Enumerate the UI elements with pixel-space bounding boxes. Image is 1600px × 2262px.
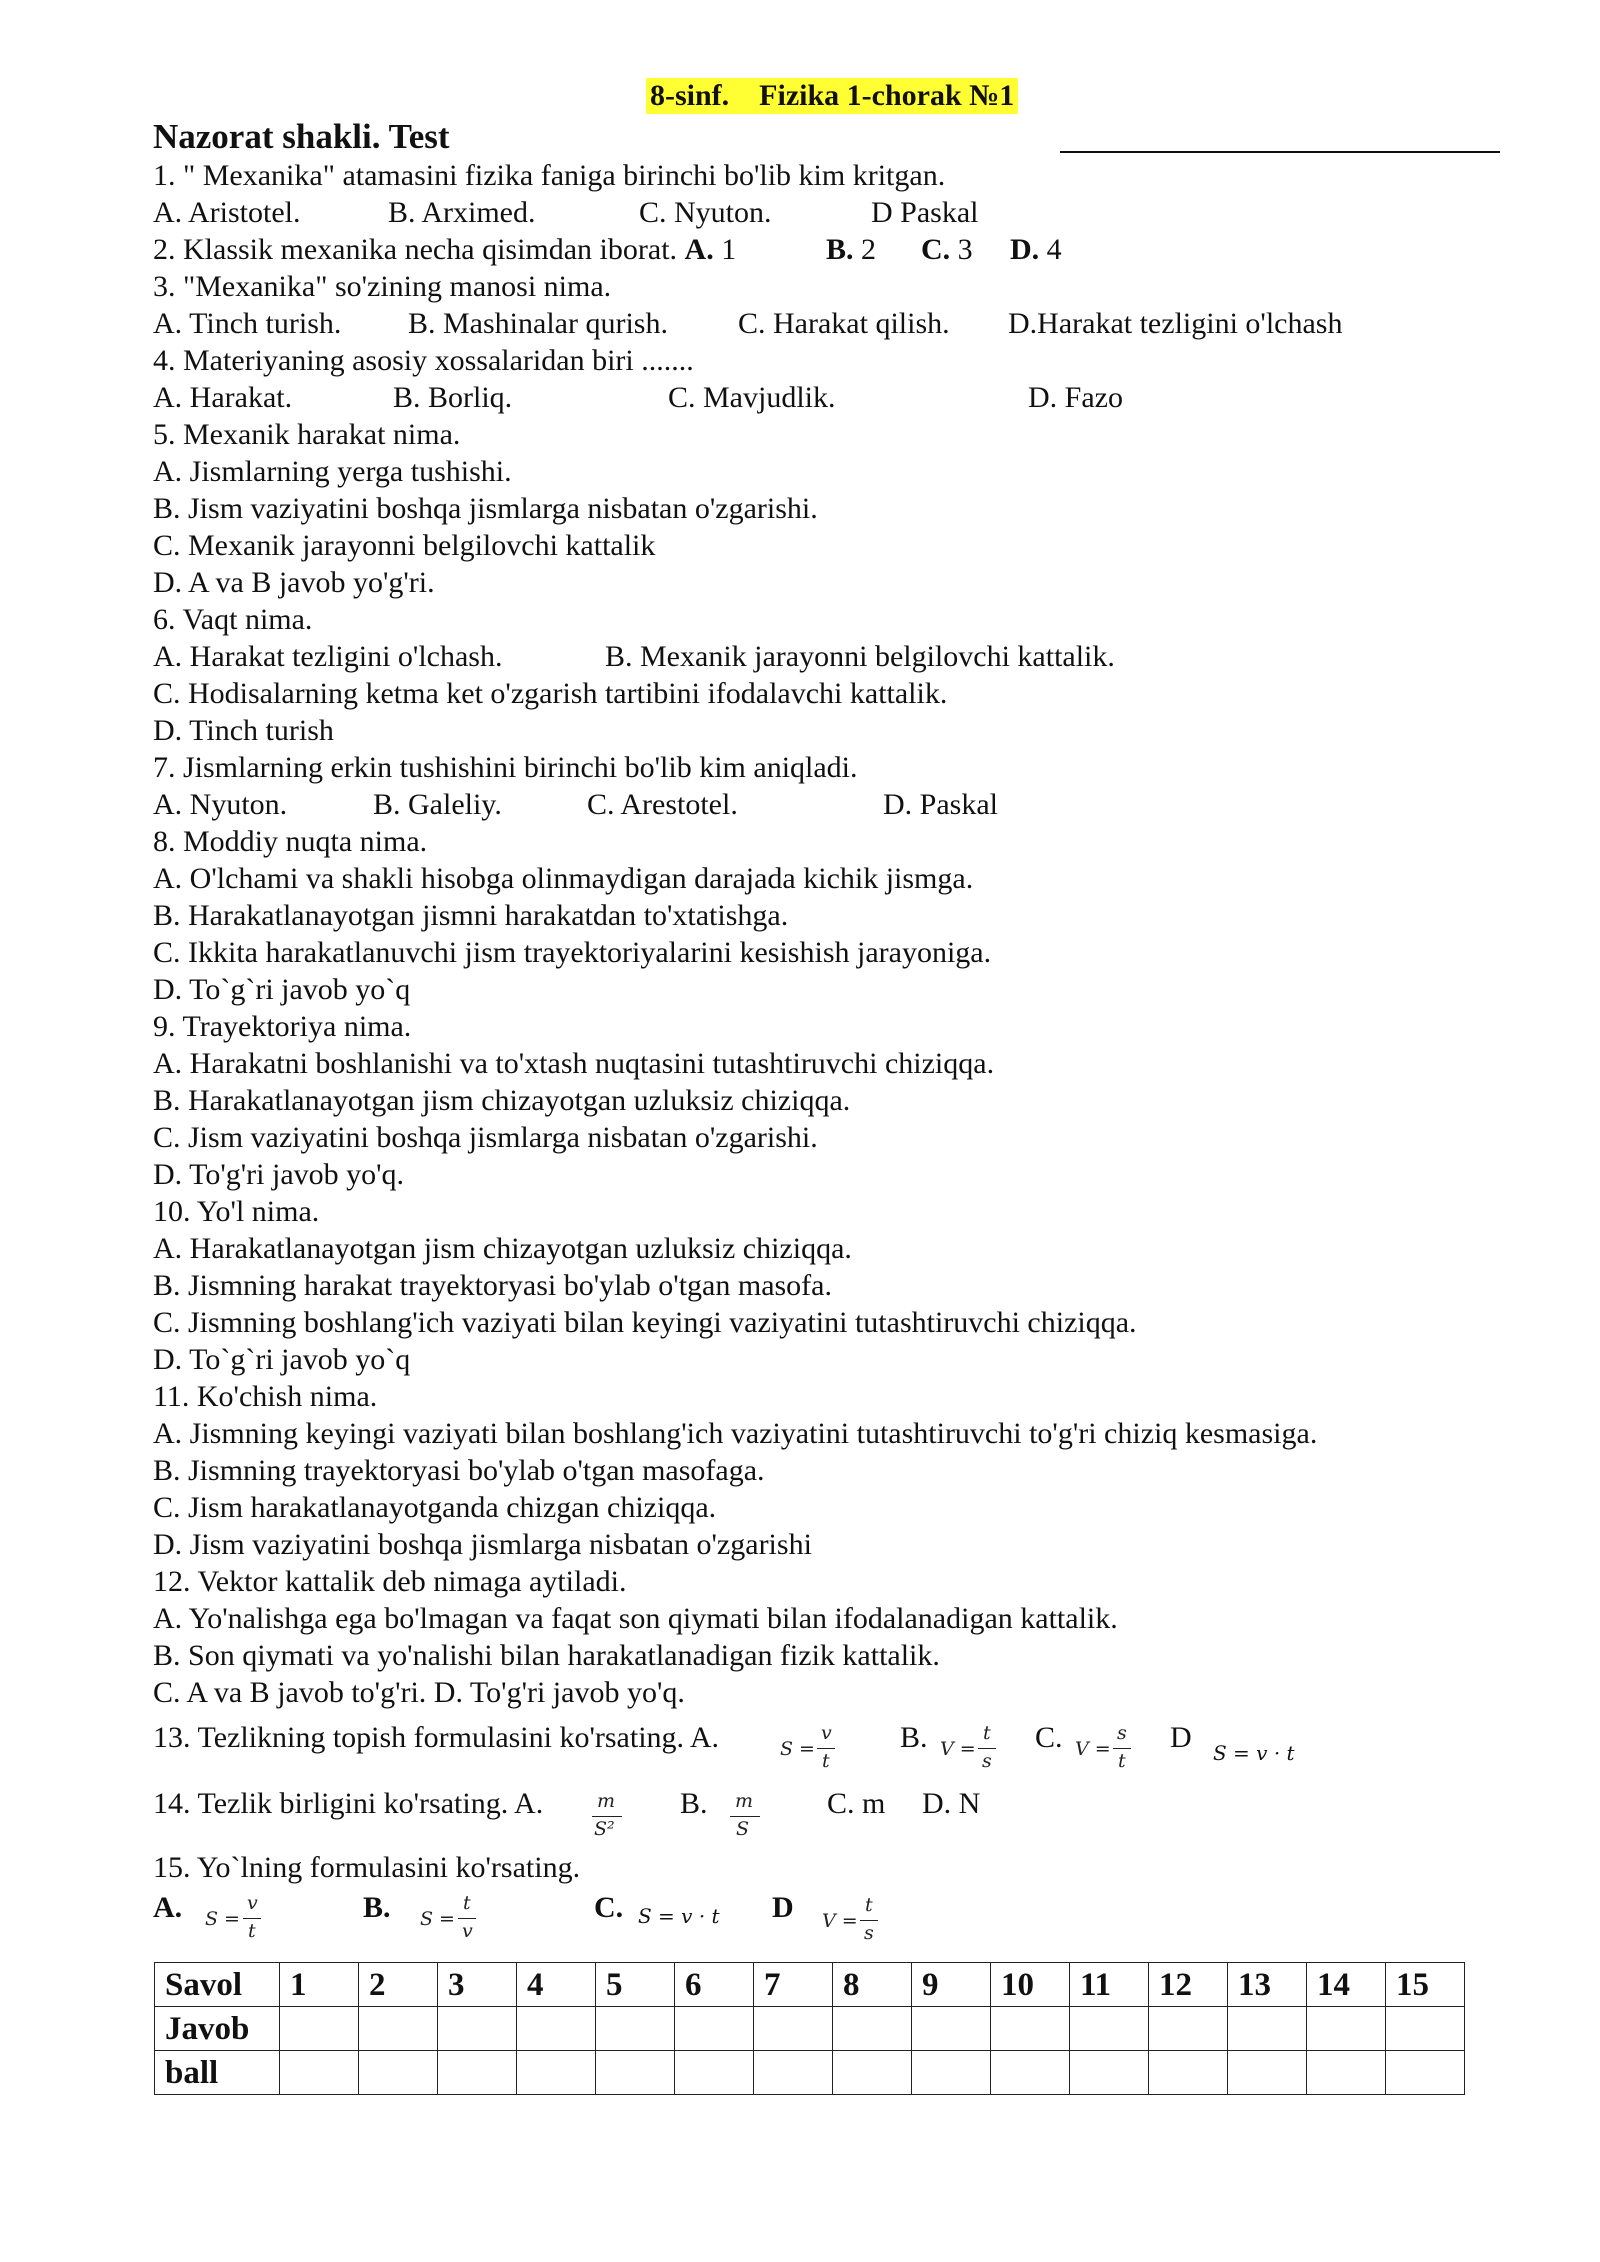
question-10: 10. Yo'l nima. [153, 1195, 320, 1228]
q13-formula-c-lhs: V = [1075, 1738, 1111, 1760]
answer-cell[interactable] [1149, 2007, 1228, 2051]
q8-option-c: C. Ikkita harakatlanuvchi jism trayektoriyalarini kesishish jarayoniga. [153, 936, 992, 969]
q15-formula-d-num: t [865, 1894, 873, 1916]
q15-formula-a-den: t [248, 1920, 256, 1942]
q2-option-a-value: 1 [713, 233, 737, 266]
fraction-bar [458, 1918, 476, 1919]
control-form-heading: Nazorat shakli. Test [153, 117, 450, 156]
answer-cell[interactable] [1070, 2007, 1149, 2051]
question-number-cell: 9 [912, 1963, 991, 2007]
q12-option-c-d: C. A va B javob to'g'ri. D. To'g'ri javob yo'q. [153, 1676, 685, 1709]
fraction-bar [817, 1748, 835, 1749]
q2-option-b-key: B. [826, 233, 854, 266]
table-row-savol [155, 1963, 1465, 2007]
answer-cell[interactable] [280, 2007, 359, 2051]
question-number-cell: 14 [1307, 1963, 1386, 2007]
q6-option-a: A. Harakat tezligini o'lchash. [153, 640, 503, 673]
q2-option-a-key: A. [684, 233, 714, 266]
q7-option-d: D. Paskal [883, 788, 998, 821]
q11-option-c: C. Jism harakatlanayotganda chizgan chiziqqa. [153, 1491, 717, 1524]
fraction-bar [730, 1816, 760, 1817]
q13-formula-b-lhs: V = [940, 1738, 976, 1760]
score-cell[interactable] [517, 2051, 596, 2095]
answer-cell[interactable] [1228, 2007, 1307, 2051]
question-4: 4. Materiyaning asosiy xossalaridan biri ....... [153, 344, 694, 377]
q6-option-b: B. Mexanik jarayonni belgilovchi kattalik. [605, 640, 1115, 673]
q14-formula-a [592, 1790, 628, 1848]
question-number-cell: 1 [280, 1963, 359, 2007]
q13-formula-b-num: t [983, 1722, 991, 1744]
question-number-cell: 8 [833, 1963, 912, 2007]
row-label-javob: Javob [155, 2007, 280, 2051]
answer-cell[interactable] [1386, 2007, 1465, 2051]
table-row-ball [155, 2051, 1465, 2095]
question-number-cell: 15 [1386, 1963, 1465, 2007]
score-cell[interactable] [991, 2051, 1070, 2095]
question-12: 12. Vektor kattalik deb nimaga aytiladi. [153, 1565, 627, 1598]
question-number-cell: 11 [1070, 1963, 1149, 2007]
table-row-javob [155, 2007, 1465, 2051]
q13-formula-c [1075, 1722, 1135, 1776]
q15-formula-a-num: v [247, 1892, 258, 1914]
q6-option-c: C. Hodisalarning ketma ket o'zgarish tartibini ifodalavchi kattalik. [153, 677, 948, 710]
score-cell[interactable] [280, 2051, 359, 2095]
answer-cell[interactable] [675, 2007, 754, 2051]
q15-label-d: D [772, 1891, 794, 1924]
question-number-cell: 13 [1228, 1963, 1307, 2007]
question-8: 8. Moddiy nuqta nima. [153, 825, 428, 858]
answer-cell[interactable] [991, 2007, 1070, 2051]
q15-formula-d-lhs: V = [822, 1910, 858, 1932]
answer-cell[interactable] [596, 2007, 675, 2051]
q13-formula-a [780, 1722, 840, 1776]
fraction-bar [978, 1748, 996, 1749]
q9-option-a: A. Harakatni boshlanishi va to'xtash nuqtasini tutashtiruvchi chiziqqa. [153, 1047, 995, 1080]
score-cell[interactable] [1149, 2051, 1228, 2095]
q2-option-b [826, 232, 876, 268]
page-title: 8-sinf. Fizika 1-chorak №1 [646, 78, 1018, 114]
answer-cell[interactable] [438, 2007, 517, 2051]
q13-label-d: D [1170, 1721, 1192, 1754]
q1-option-d: D Paskal [871, 196, 979, 229]
question-7: 7. Jismlarning erkin tushishini birinchi bo'lib kim aniqladi. [153, 751, 858, 784]
score-cell[interactable] [675, 2051, 754, 2095]
q2-option-c-key: C. [921, 233, 951, 266]
q2-option-c [921, 232, 973, 268]
q5-option-c: C. Mexanik jarayonni belgilovchi kattalik [153, 529, 656, 562]
q1-option-c: C. Nyuton. [639, 196, 772, 229]
q2-option-d-key: D. [1010, 233, 1040, 266]
q13-formula-b [940, 1722, 1000, 1776]
q15-formula-b-den: v [462, 1920, 473, 1942]
answer-cell[interactable] [833, 2007, 912, 2051]
answer-cell[interactable] [359, 2007, 438, 2051]
q4-option-b: B. Borliq. [393, 381, 513, 414]
question-1: 1. " Mexanika" atamasini fizika faniga birinchi bo'lib kim kritgan. [153, 159, 946, 192]
q11-option-b: B. Jismning trayektoryasi bo'ylab o'tgan masofaga. [153, 1454, 765, 1487]
score-cell[interactable] [1228, 2051, 1307, 2095]
q9-option-c: C. Jism vaziyatini boshqa jismlarga nisbatan o'zgarishi. [153, 1121, 818, 1154]
q1-option-b: B. Arximed. [388, 196, 536, 229]
question-number-cell: 4 [517, 1963, 596, 2007]
question-2 [153, 232, 736, 268]
q14-label-b: B. [680, 1787, 708, 1820]
q14-label-c: C. m [827, 1787, 886, 1820]
q13-formula-c-den: t [1118, 1750, 1126, 1772]
q5-option-a: A. Jismlarning yerga tushishi. [153, 455, 512, 488]
question-13: 13. Tezlikning topish formulasini ko'rsating. A. [153, 1721, 720, 1754]
q13-formula-a-den: t [822, 1750, 830, 1772]
q15-formula-b-num: t [463, 1892, 471, 1914]
q15-formula-b-lhs: S = [420, 1908, 455, 1930]
fraction-bar [860, 1920, 878, 1921]
question-number-cell: 6 [675, 1963, 754, 2007]
question-number-cell: 2 [359, 1963, 438, 2007]
q9-option-b: B. Harakatlanayotgan jism chizayotgan uzluksiz chiziqqa. [153, 1084, 851, 1117]
q5-option-b: B. Jism vaziyatini boshqa jismlarga nisbatan o'zgarishi. [153, 492, 818, 525]
answer-table [154, 1962, 1465, 2095]
q13-label-b: B. [900, 1721, 928, 1754]
q8-option-b: B. Harakatlanayotgan jismni harakatdan to'xtatishga. [153, 899, 789, 932]
q15-label-c: C. [594, 1891, 624, 1924]
q15-formula-d [822, 1894, 882, 1948]
q15-formula-b [420, 1892, 480, 1946]
score-cell[interactable] [1386, 2051, 1465, 2095]
score-cell[interactable] [1070, 2051, 1149, 2095]
q8-option-d: D. To`g`ri javob yo`q [153, 973, 411, 1006]
q1-option-a: A. Aristotel. [153, 196, 301, 229]
fraction-bar [592, 1816, 622, 1817]
question-2-text: 2. Klassik mexanika necha qisimdan iborat. [153, 233, 678, 266]
q7-option-b: B. Galeliy. [373, 788, 502, 821]
q14-formula-a-num: m [597, 1790, 616, 1812]
question-15: 15. Yo`lning formulasini ko'rsating. [153, 1851, 581, 1884]
q15-label-a: A. [153, 1891, 183, 1924]
q3-option-c: C. Harakat qilish. [738, 307, 950, 340]
q14-formula-b-num: m [735, 1790, 754, 1812]
q11-option-d: D. Jism vaziyatini boshqa jismlarga nisbatan o'zgarishi [153, 1528, 812, 1561]
q13-formula-a-num: v [821, 1722, 832, 1744]
score-cell[interactable] [833, 2051, 912, 2095]
q2-option-b-value: 2 [853, 233, 877, 266]
q10-option-b: B. Jismning harakat trayektoryasi bo'ylab o'tgan masofa. [153, 1269, 832, 1302]
q12-option-a: A. Yo'nalishga ega bo'lmagan va faqat son qiymati bilan ifodalanadigan kattalik. [153, 1602, 1118, 1635]
score-cell[interactable] [359, 2051, 438, 2095]
question-number-cell: 5 [596, 1963, 675, 2007]
q15-formula-d-den: s [864, 1922, 874, 1944]
q10-option-c: C. Jismning boshlang'ich vaziyati bilan keyingi vaziyatini tutashtiruvchi chiziqqa. [153, 1306, 1137, 1339]
q2-option-d-value: 4 [1039, 233, 1062, 266]
q9-option-d: D. To'g'ri javob yo'q. [153, 1158, 405, 1191]
q15-formula-a [205, 1892, 265, 1946]
q6-option-d: D. Tinch turish [153, 714, 334, 747]
score-cell[interactable] [1307, 2051, 1386, 2095]
q11-option-a: A. Jismning keyingi vaziyati bilan boshlang'ich vaziyatini tutashtiruvchi to'g'ri chiziq kesmasiga. [153, 1417, 1318, 1450]
question-number-cell: 3 [438, 1963, 517, 2007]
q10-option-a: A. Harakatlanayotgan jism chizayotgan uzluksiz chiziqqa. [153, 1232, 852, 1265]
fraction-bar [243, 1918, 261, 1919]
q14-formula-a-den: S² [594, 1818, 615, 1840]
q14-formula-b-den: S [736, 1818, 750, 1840]
q12-option-b: B. Son qiymati va yo'nalishi bilan harakatlanadigan fizik kattalik. [153, 1639, 940, 1672]
question-3: 3. "Mexanika" so'zining manosi nima. [153, 270, 612, 303]
score-cell[interactable] [438, 2051, 517, 2095]
q4-option-d: D. Fazo [1028, 381, 1123, 414]
score-cell[interactable] [912, 2051, 991, 2095]
q7-option-a: A. Nyuton. [153, 788, 288, 821]
answer-cell[interactable] [912, 2007, 991, 2051]
q15-formula-c: S = v · t [638, 1904, 720, 1928]
answer-cell[interactable] [1307, 2007, 1386, 2051]
q13-label-c: C. [1035, 1721, 1063, 1754]
question-5: 5. Mexanik harakat nima. [153, 418, 461, 451]
answer-cell[interactable] [517, 2007, 596, 2051]
row-label-ball: ball [155, 2051, 280, 2095]
q15-formula-a-lhs: S = [205, 1908, 240, 1930]
q3-option-d: D.Harakat tezligini o'lchash [1008, 307, 1343, 340]
q15-label-b: B. [363, 1891, 391, 1924]
q5-option-d: D. A va B javob yo'g'ri. [153, 566, 435, 599]
q7-option-c: C. Arestotel. [587, 788, 738, 821]
question-number-cell: 7 [754, 1963, 833, 2007]
q13-formula-b-den: s [982, 1750, 992, 1772]
q14-label-d: D. N [922, 1787, 981, 1820]
answer-cell[interactable] [754, 2007, 833, 2051]
q2-option-d [1010, 232, 1062, 268]
q3-option-a: A. Tinch turish. [153, 307, 342, 340]
q8-option-a: A. O'lchami va shakli hisobga olinmaydigan darajada kichik jismga. [153, 862, 974, 895]
q10-option-d: D. To`g`ri javob yo`q [153, 1343, 411, 1376]
q4-option-a: A. Harakat. [153, 381, 293, 414]
row-label-savol: Savol [155, 1963, 280, 2007]
fraction-bar [1113, 1748, 1131, 1749]
q3-option-b: B. Mashinalar qurish. [408, 307, 668, 340]
q13-formula-c-num: s [1117, 1722, 1127, 1744]
name-blank-line [1060, 150, 1500, 153]
score-cell[interactable] [754, 2051, 833, 2095]
question-14: 14. Tezlik birligini ko'rsating. A. [153, 1787, 544, 1820]
question-11: 11. Ko'chish nima. [153, 1380, 378, 1413]
score-cell[interactable] [596, 2051, 675, 2095]
q14-formula-b [730, 1790, 766, 1848]
q13-formula-d: S = v · t [1213, 1741, 1295, 1765]
question-9: 9. Trayektoriya nima. [153, 1010, 412, 1043]
q13-formula-a-lhs: S = [780, 1738, 815, 1760]
q4-option-c: C. Mavjudlik. [668, 381, 836, 414]
q2-option-c-value: 3 [950, 233, 973, 266]
question-number-cell: 12 [1149, 1963, 1228, 2007]
question-6: 6. Vaqt nima. [153, 603, 313, 636]
question-number-cell: 10 [991, 1963, 1070, 2007]
